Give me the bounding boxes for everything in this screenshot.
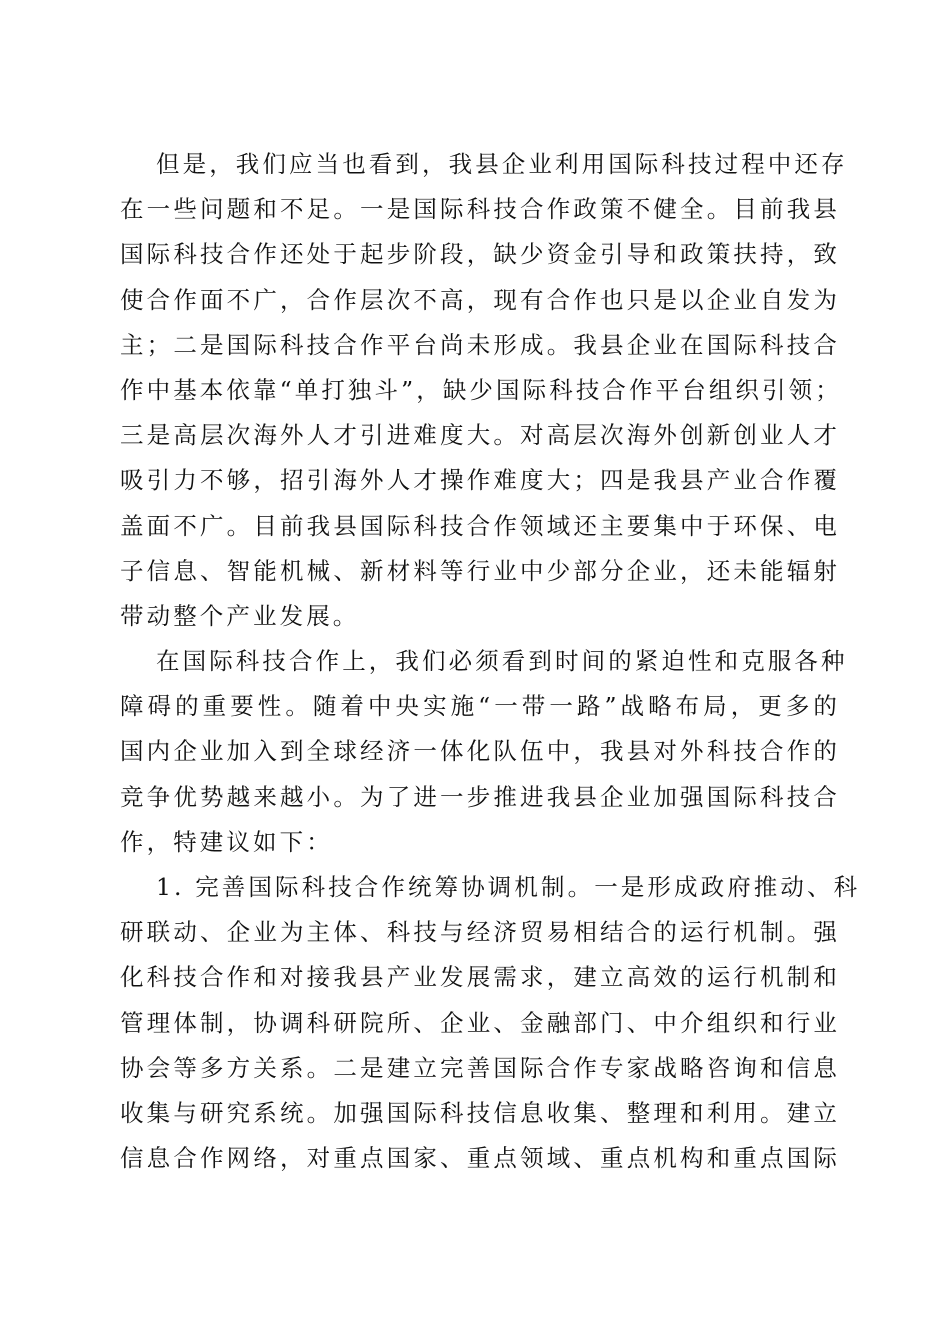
text-line: 作，特建议如下： — [120, 827, 333, 856]
paragraph-urgency — [120, 639, 848, 865]
text-line: 但是，我们应当也看到，我县企业利用国际科技过程中还存 — [156, 150, 848, 178]
text-line: 障碍的重要性。随着中央实施“一带一路”战略布局，更多的 — [120, 692, 840, 721]
paragraph-problems — [120, 142, 848, 639]
text-line: 作中基本依靠“单打独斗”，缺少国际科技合作平台组织引领； — [120, 375, 842, 404]
text-line: 国际科技合作还处于起步阶段，缺少资金引导和政策扶持，致 — [120, 240, 840, 269]
text-line: 盖面不广。目前我县国际科技合作领域还主要集中于环保、电 — [120, 511, 840, 540]
text-line: 主；二是国际科技合作平台尚未形成。我县企业在国际科技合 — [120, 330, 840, 359]
text-line: 在一些问题和不足。一是国际科技合作政策不健全。目前我县 — [120, 195, 840, 224]
text-line: 1. 完善国际科技合作统筹协调机制。一是形成政府推动、科 — [156, 873, 861, 901]
text-line: 三是高层次海外人才引进难度大。对高层次海外创新创业人才 — [120, 421, 840, 450]
text-line: 信息合作网络，对重点国家、重点领域、重点机构和重点国际 — [120, 1144, 840, 1173]
text-line: 化科技合作和对接我县产业发展需求，建立高效的运行机制和 — [120, 963, 840, 992]
paragraph-recommendation-1 — [120, 865, 861, 1181]
text-line: 研联动、企业为主体、科技与经济贸易相结合的运行机制。强 — [120, 918, 840, 947]
text-line: 使合作面不广，合作层次不高，现有合作也只是以企业自发为 — [120, 285, 840, 314]
text-line: 在国际科技合作上，我们必须看到时间的紧迫性和克服各种 — [156, 647, 848, 676]
text-line: 协会等多方关系。二是建立完善国际合作专家战略咨询和信息 — [120, 1053, 840, 1082]
text-line: 竞争优势越来越小。为了进一步推进我县企业加强国际科技合 — [120, 782, 840, 811]
document-body — [120, 142, 861, 1181]
text-line: 管理体制，协调科研院所、企业、金融部门、中介组织和行业 — [120, 1008, 840, 1037]
text-line: 吸引力不够，招引海外人才操作难度大；四是我县产业合作覆 — [120, 466, 840, 495]
text-line: 收集与研究系统。加强国际科技信息收集、整理和利用。建立 — [120, 1098, 840, 1127]
text-line: 国内企业加入到全球经济一体化队伍中，我县对外科技合作的 — [120, 737, 840, 766]
text-line: 子信息、智能机械、新材料等行业中少部分企业，还未能辐射 — [120, 556, 840, 585]
text-line: 带动整个产业发展。 — [120, 601, 360, 630]
